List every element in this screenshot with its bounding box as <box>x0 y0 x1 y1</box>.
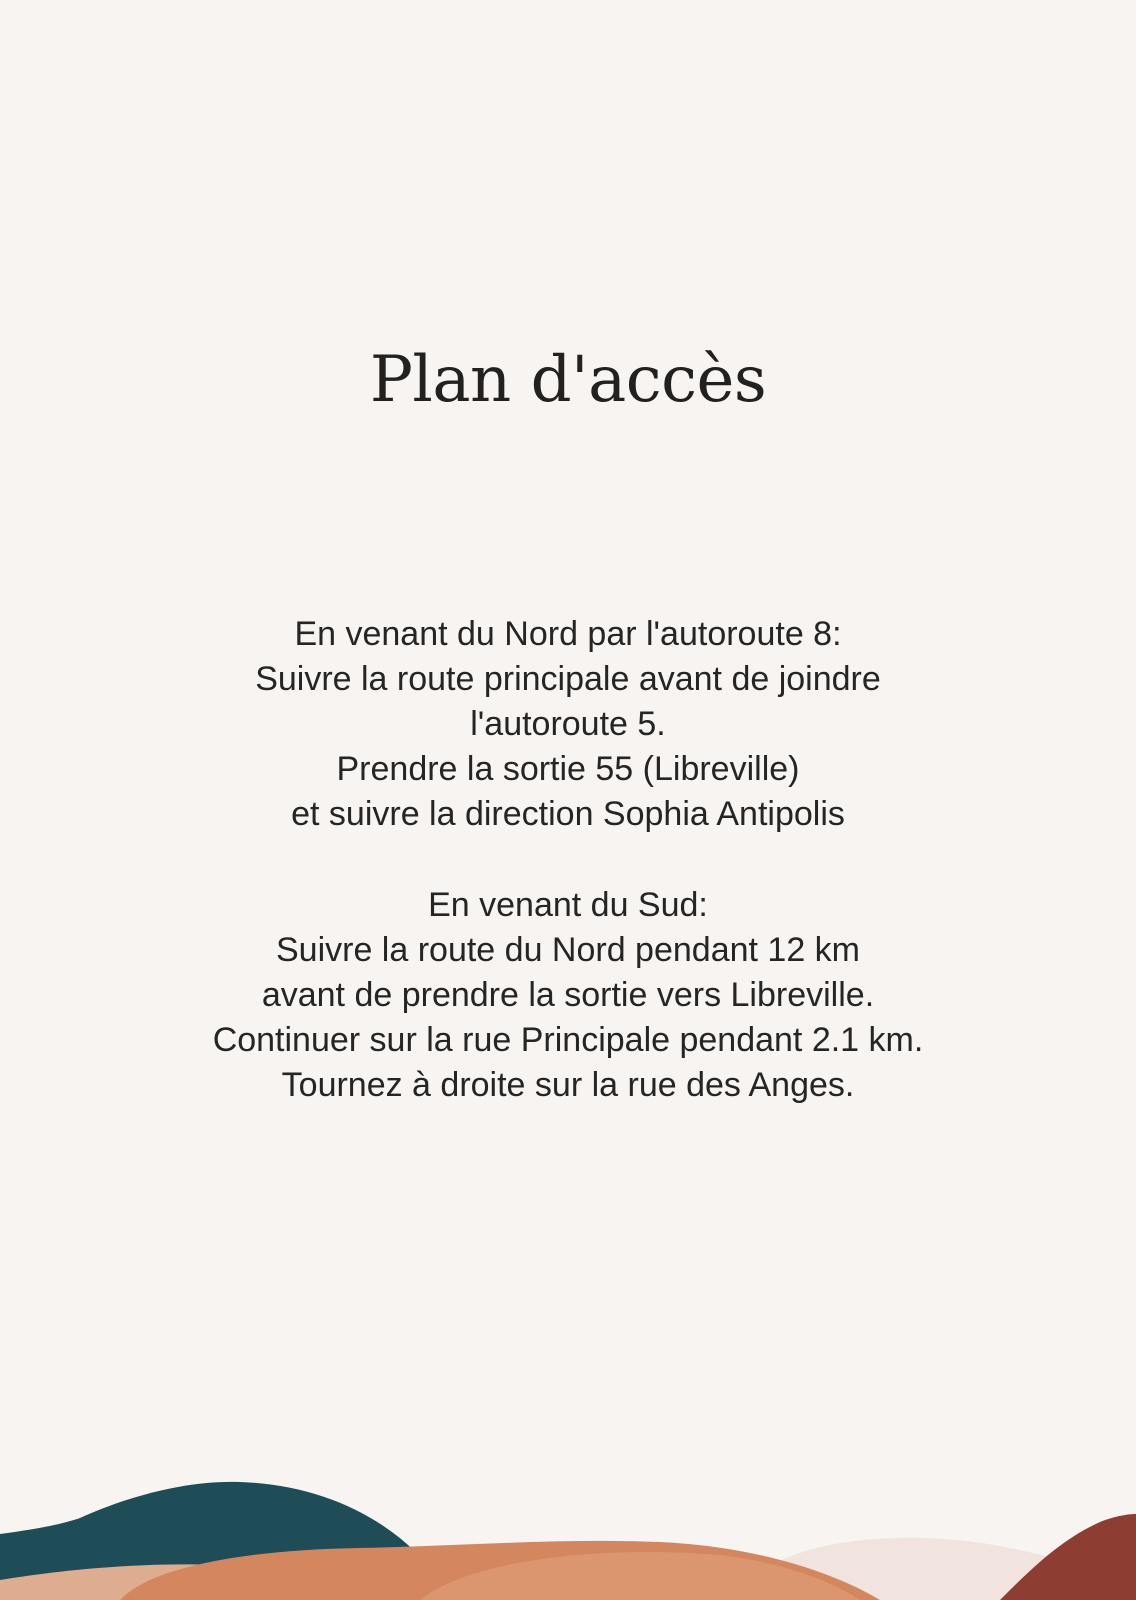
directions-north-line: l'autoroute 5. <box>470 705 666 743</box>
directions-north <box>0 612 1136 837</box>
directions-south <box>0 883 1136 1108</box>
directions-north-line: Prendre la sortie 55 (Libreville) <box>336 750 800 788</box>
page-title: Plan d'accès <box>369 343 767 417</box>
directions-north-line: En venant du Nord par l'autoroute 8: <box>294 615 842 653</box>
directions-north-line: Suivre la route principale avant de joindre <box>255 660 881 698</box>
watercolor-hills-decoration <box>0 1430 1136 1600</box>
directions-north-line: et suivre la direction Sophia Antipolis <box>291 795 845 833</box>
directions-south-line: Continuer sur la rue Principale pendant 2.1 km. <box>212 1021 924 1059</box>
directions-south-line: En venant du Sud: <box>428 886 708 924</box>
directions-south-line: Tournez à droite sur la rue des Anges. <box>281 1066 855 1104</box>
directions-south-line: Suivre la route du Nord pendant 12 km <box>275 931 860 969</box>
directions-south-line: avant de prendre la sortie vers Libreville. <box>261 976 875 1014</box>
